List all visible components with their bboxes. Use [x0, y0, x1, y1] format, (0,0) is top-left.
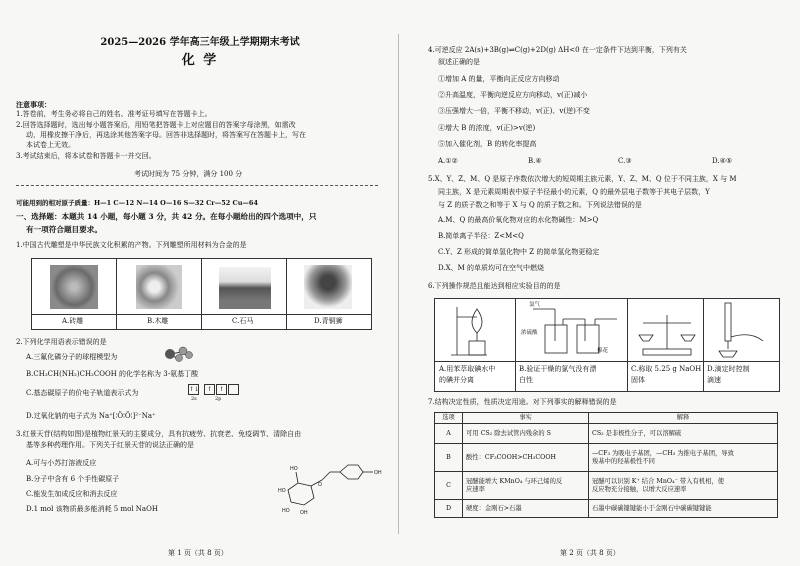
- explanation-cell: [589, 444, 778, 472]
- q1-option-b: B.木雕: [147, 317, 169, 325]
- explanation-cell: 石墨中碳碳键键能小于金刚石中碳碳键键能: [589, 500, 778, 518]
- salidroside-structure: [278, 450, 388, 520]
- q3-option-b: B.分子中含有 6 个手性碳原子: [26, 475, 120, 483]
- orbital-box: ↑: [204, 384, 215, 395]
- q3-option-a: A.可与小苏打溶液反应: [26, 459, 97, 467]
- q6-caption-c: C.称取 5.25 g NaOH: [631, 365, 702, 373]
- q5-option-c: C.Y、Z 形成的简单氢化物中 Z 的简单氢化物更稳定: [438, 248, 600, 256]
- section-heading: 一、选择题：本题共 14 小题，每小题 3 分，共 42 分。在每小题给出的四个选项中，只: [16, 212, 317, 221]
- q6-caption-d: 滴速: [707, 376, 721, 384]
- stone-horse-image: [219, 267, 271, 309]
- option-cell: D: [435, 500, 463, 518]
- bronze-lion-image: [304, 265, 352, 309]
- table-row: [435, 472, 778, 500]
- explanation-line: —CF₃ 为吸电子基团，—CH₃ 为推电子基团，导致: [592, 449, 734, 457]
- q1-option-c: C.石马: [232, 317, 254, 325]
- q7-stem: 7.结构决定性质，性质决定用途。对下列事实的解释错误的是: [428, 398, 617, 406]
- table-row: [435, 444, 778, 472]
- q1-option-d: D.青铜狮: [314, 317, 343, 325]
- q2-option-d: D.过氧化钠的电子式为 Na⁺[∶Ö∶Ö∶]²⁻Na⁺: [26, 412, 156, 420]
- time-score: 考试时间为 75 分钟，满分 100 分: [134, 170, 243, 178]
- exam-title: 2025—2026 学年高三年级上学期期末考试: [100, 37, 300, 48]
- label-chlorine: 氯气: [529, 302, 541, 308]
- q1-option-a: A.砖雕: [62, 317, 84, 325]
- table-header-row: [435, 413, 778, 424]
- table-row: [435, 500, 778, 518]
- explanation-cell: CS₂ 是非极性分子，可以溶解硫: [589, 424, 778, 444]
- page-footer-left: 第 1 页（共 8 页）: [168, 549, 228, 557]
- wood-carving-image: [136, 265, 182, 309]
- q5-line: 5.X、Y、Z、M、Q 是原子序数依次增大的短周期主族元素，Y、Z、M、Q 位于不同主族，X 与 M: [428, 175, 737, 183]
- table-header: 事实: [463, 413, 589, 424]
- q2-option-b: B.CH₃CH(NH₂)CH₂COOH 的化学名称为 3-氨基丁酸: [26, 370, 199, 378]
- explanation-cell: [589, 472, 778, 500]
- table-header: 选项: [435, 413, 463, 424]
- fact-cell: 可用 CS₂ 除去试管内残余的 S: [463, 424, 589, 444]
- page-footer-right: 第 2 页（共 8 页）: [560, 549, 620, 557]
- q6-apparatus-grid: [434, 298, 780, 392]
- q4-stem: 4.可逆反应 2A(s)+3B(g)⇌C(g)+2D(g) ΔH<0 在一定条件下达到平衡，下列有关: [428, 46, 687, 54]
- svg-text:HO: HO: [282, 508, 290, 514]
- q2-stem: 2.下列化学用语表示错误的是: [16, 338, 107, 346]
- svg-text:HO: HO: [278, 488, 286, 494]
- fact-cell: 硬度：金刚石>石墨: [463, 500, 589, 518]
- option-cell: B: [435, 444, 463, 472]
- notice-heading: 注意事项：: [16, 100, 51, 109]
- separatory-funnel-apparatus: [447, 303, 507, 359]
- q3-option-c: C.能发生加成反应和消去反应: [26, 490, 118, 498]
- notice-line: 动，用橡皮擦干净后，再选涂其他答案字母。回答非选择题时，将答案写在答题卡上，写在: [26, 131, 306, 139]
- subject-title: 化 学: [181, 53, 219, 68]
- explanation-line: 冠醚可以识别 K⁺ 结合 MnO₄⁻ 带入有机相，使: [592, 477, 725, 485]
- q4-stem: 叙述正确的是: [438, 58, 480, 66]
- q4-item: ④增大 B 的浓度，v(正)>v(逆): [438, 124, 536, 132]
- q2-option-c: C.基态碳原子的价电子轨道表示式为: [26, 389, 139, 397]
- orbital-box: [228, 384, 239, 395]
- orbital-label-2s: 2s: [191, 396, 197, 402]
- q6-caption-c: 固体: [631, 376, 645, 384]
- atomic-masses: 可能用到的相对原子质量：H—1 C—12 N—14 O—16 S—32 Cr—52 Cu—64: [16, 199, 258, 207]
- q4-option-d: D.④⑤: [712, 157, 733, 165]
- svg-text:OH: OH: [300, 510, 308, 516]
- svg-text:OH: OH: [374, 470, 382, 476]
- q2-option-a: A.三氟化磷分子的球棍模型为: [26, 353, 118, 361]
- q5-line: 同主族，X 是元素周期表中原子半径最小的元素，Q 的最外层电子数等于其电子层数，Y: [438, 188, 710, 196]
- q4-option-a: A.①②: [438, 157, 458, 165]
- q6-caption-a: 的碘并分离: [439, 376, 474, 384]
- q3-option-d: D.1 mol 该物质最多能消耗 5 mol NaOH: [26, 505, 158, 513]
- page-2: [400, 0, 800, 566]
- notice-line: 1.答卷前，考生务必将自己的姓名、准考证号填写在答题卡上。: [16, 110, 212, 118]
- q3-stem: 3.红景天苷(结构如图)是植物红景天的主要成分，具有抗疲劳、抗衰老、免疫调节、清除自由: [16, 430, 302, 438]
- svg-text:O: O: [318, 482, 322, 488]
- notice-line: 2.回答选择题时，选出每小题答案后，用铅笔把答题卡上对应题目的答案字母涂黑，如需改: [16, 121, 296, 129]
- fact-line: 冠醚能增大 KMnO₄ 与环己烯的反: [466, 477, 563, 485]
- fact-cell: [463, 472, 589, 500]
- brick-carving-image: [50, 265, 98, 309]
- explanation-line: 羧基中的羟基极性不同: [592, 457, 655, 465]
- table-header: 解释: [589, 413, 778, 424]
- q5-line: 与 Z 的质子数之和等于 X 与 Q 的质子数之和。下列说法错误的是: [438, 201, 642, 209]
- fact-cell: 酸性：CF₃COOH>CH₃COOH: [463, 444, 589, 472]
- fact-line: 应速率: [466, 485, 485, 493]
- explanation-line: 反应物充分接触，以增大反应速率: [592, 485, 687, 493]
- q6-caption-a: A.用苯萃取碘水中: [439, 365, 496, 373]
- column-divider: [398, 34, 399, 534]
- q6-caption-b: 白性: [519, 376, 533, 384]
- q4-option-b: B.④: [528, 157, 542, 165]
- orbital-diagram: [188, 384, 240, 402]
- pf3-ball-stick-model: [160, 346, 194, 362]
- q5-option-a: A.M、Q 的最高价氧化物对应的水化物碱性：M>Q: [438, 216, 599, 224]
- q6-caption-d: D.滴定时控制: [707, 365, 750, 373]
- separator-line: [16, 185, 378, 186]
- notice-line: 3.考试结束后，将本试卷和答题卡一并交回。: [16, 152, 156, 160]
- burette-apparatus: [711, 301, 775, 359]
- orbital-box: ↑↓: [189, 386, 200, 393]
- q6-caption-b: B.验证干燥的氯气没有漂: [519, 365, 597, 373]
- label-conc-sulfuric: 浓硫酸: [521, 330, 538, 336]
- q5-option-d: D.X、M 的单质均可在空气中燃烧: [438, 264, 544, 272]
- svg-text:HO: HO: [290, 466, 298, 472]
- q4-item: ②升高温度，平衡向逆反应方向移动，v(正)减小: [438, 91, 588, 99]
- option-cell: C: [435, 472, 463, 500]
- section-heading: 有一项符合题目要求。: [26, 225, 102, 234]
- q1-stem: 1.中国古代雕塑是中华民族文化积累的产物。下列雕塑所用材料为合金的是: [16, 241, 247, 249]
- q4-option-c: C.③: [618, 157, 632, 165]
- q4-item: ③压强增大一倍，平衡不移动，v(正)、v(逆)不变: [438, 107, 590, 115]
- q4-item: ⑤加入催化剂，B 的转化率提高: [438, 140, 537, 148]
- table-row: [435, 424, 778, 444]
- q6-stem: 6.下列操作规范且能达到相应实验目的的是: [428, 282, 561, 290]
- q4-item: ①增加 A 的量，平衡向正反应方向移动: [438, 75, 560, 83]
- orbital-box: ↑: [216, 384, 227, 395]
- q1-image-grid: [31, 258, 372, 330]
- q3-stem: 基等多种药理作用。下列关于红景天苷的说法正确的是: [26, 441, 194, 449]
- notice-line: 本试卷上无效。: [26, 141, 75, 149]
- option-cell: A: [435, 424, 463, 444]
- q5-option-b: B.简单离子半径：Z<M<Q: [438, 232, 524, 240]
- label-cotton: 棉花: [597, 348, 609, 354]
- balance-apparatus: [635, 305, 699, 359]
- q7-table: [434, 412, 778, 518]
- orbital-label-2p: 2p: [215, 396, 222, 402]
